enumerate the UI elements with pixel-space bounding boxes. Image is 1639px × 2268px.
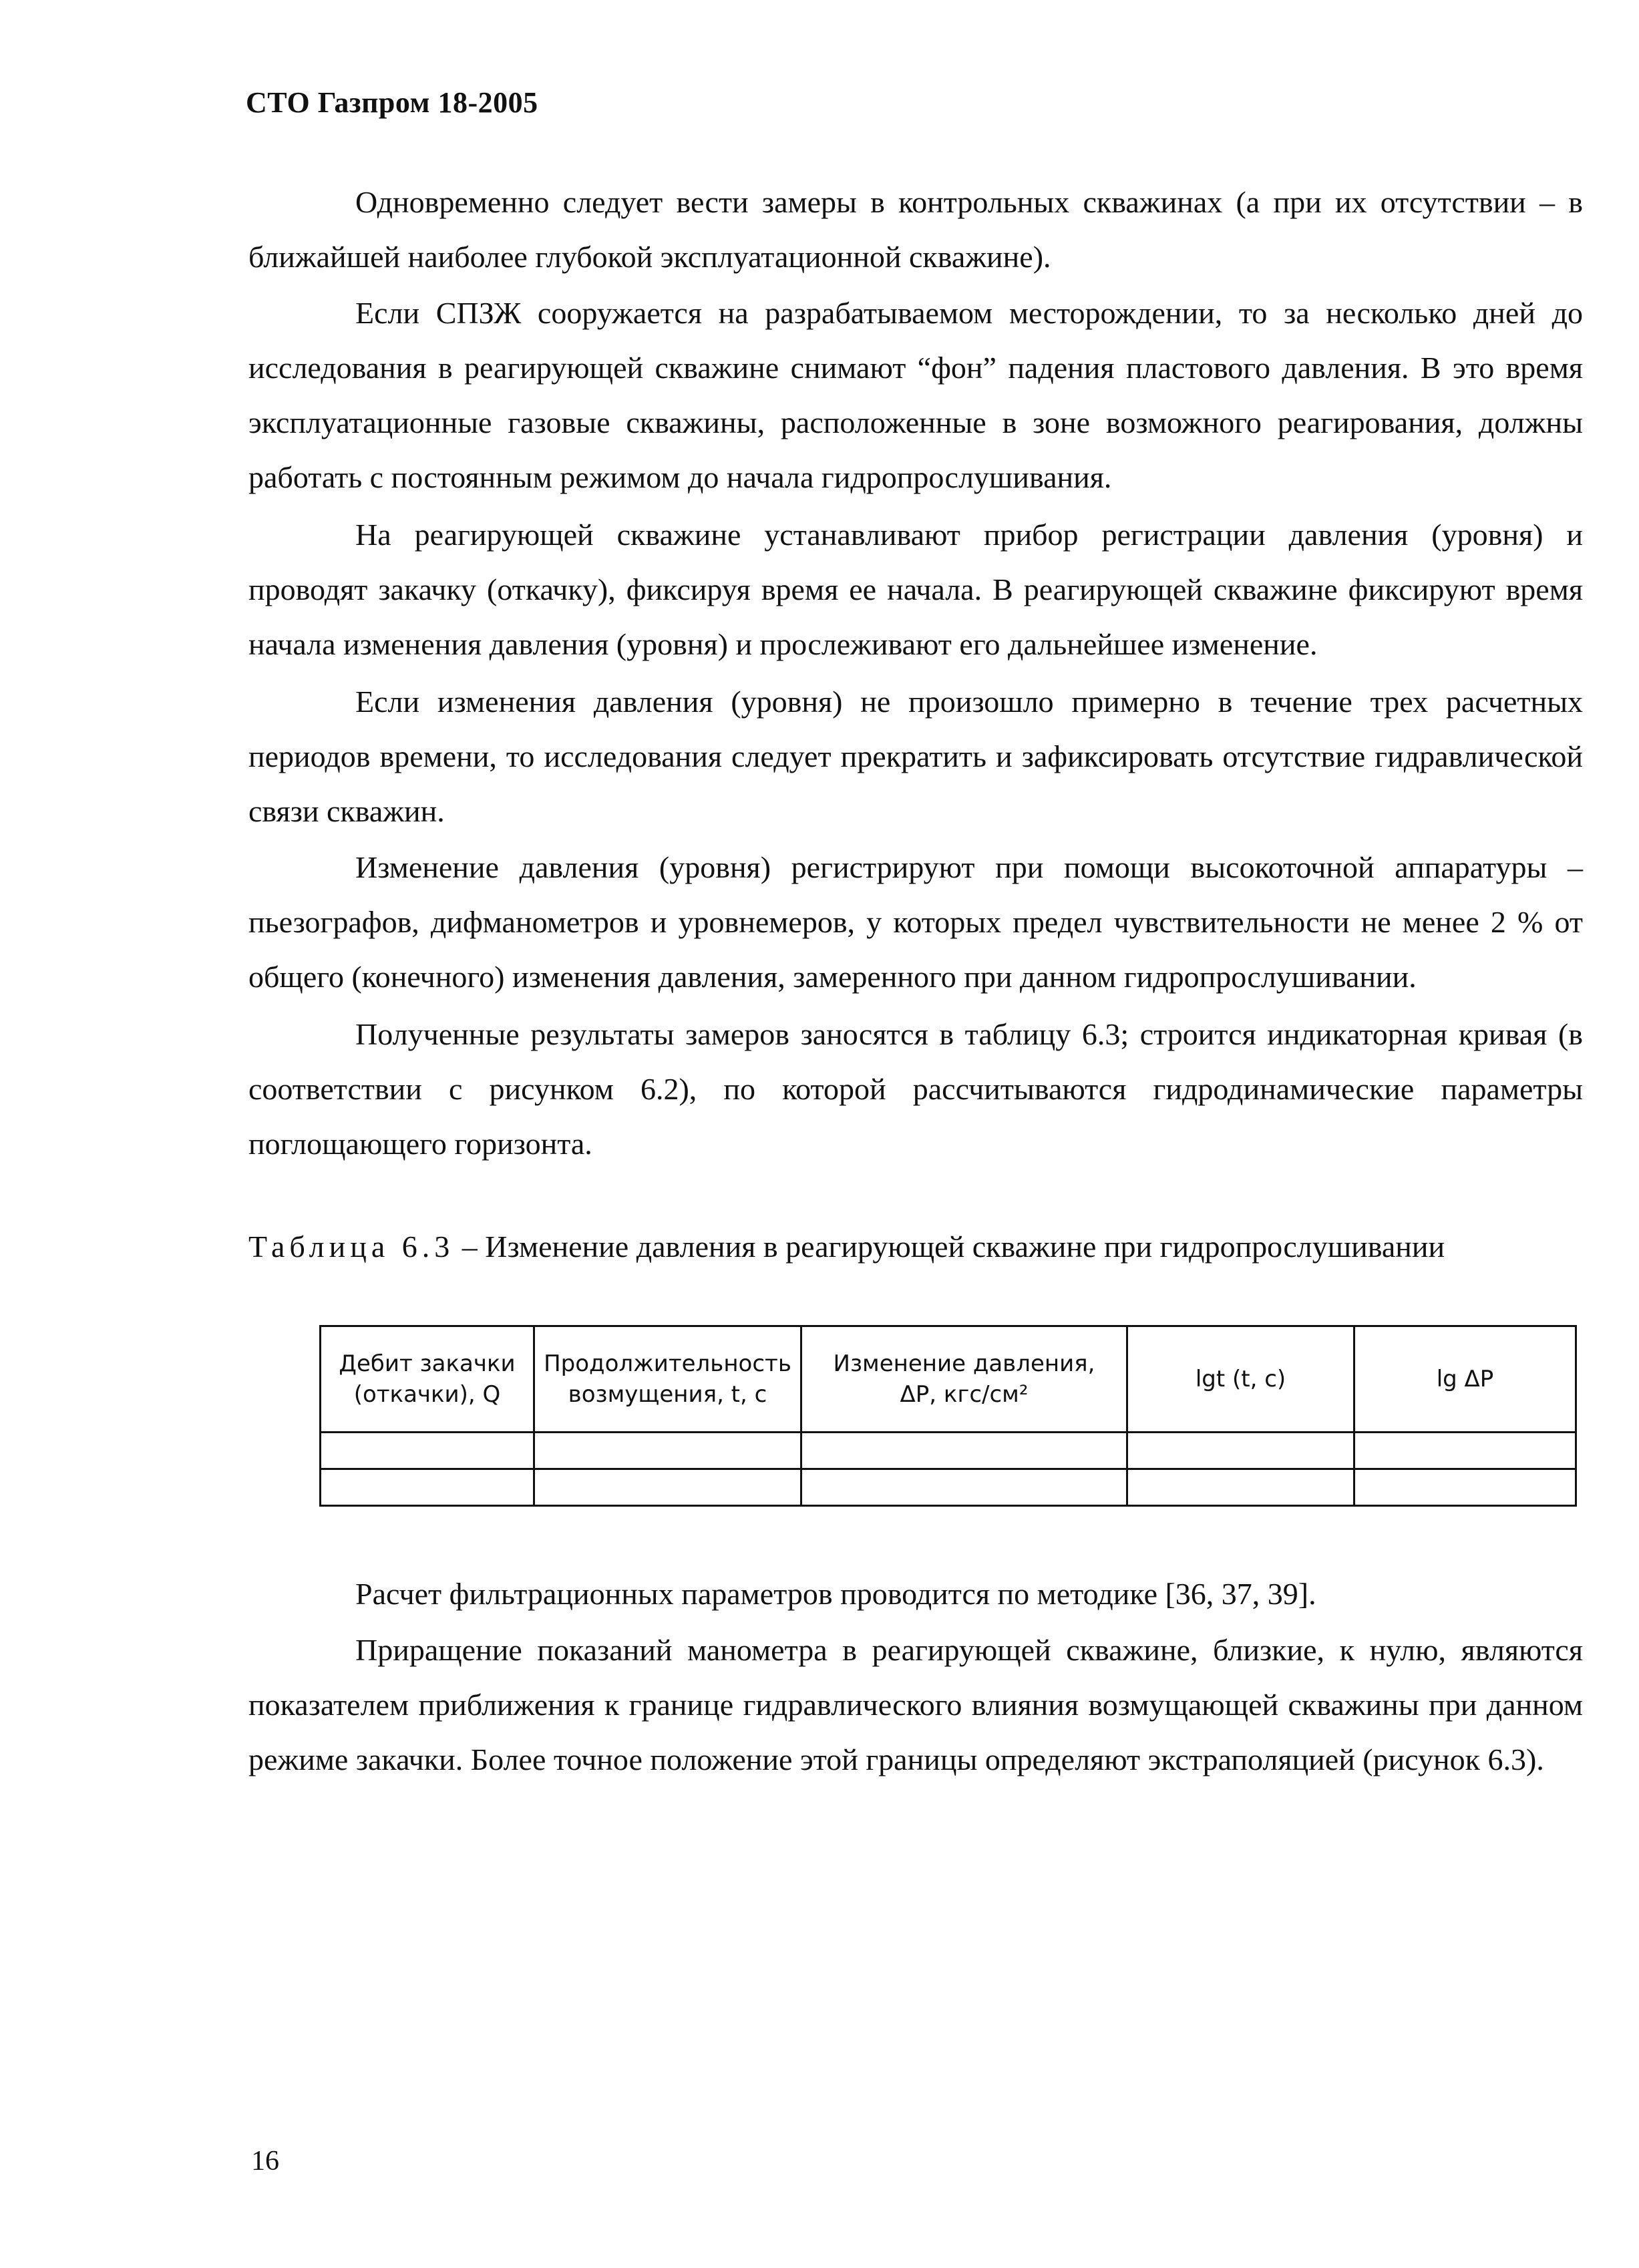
table-cell <box>1127 1469 1354 1506</box>
pressure-change-table <box>319 1325 1577 1507</box>
table-caption-label: Таблица 6.3 <box>248 1230 455 1264</box>
table-header-row <box>321 1326 1576 1433</box>
paragraph-2: Если СПЗЖ сооружается на разрабатываемом месторождении, то за несколько дней до исследования в реагирующей скважине снимают “фон” падения пластового давления. В это время эксплуатационные газовые скважины, расположенные в зоне возможного реагирования, должны работать с постоянным режимом до начала гидропрослушивания. <box>248 296 1583 494</box>
table-cell <box>534 1469 801 1506</box>
paragraph-8: Приращение показаний манометра в реагирующей скважине, близкие, к нулю, являются показателем приближения к границе гидравлического влияния возмущающей скважины при данном режиме закачки. Более точное положение этой границы определяют экстраполяцией (рисунок 6.3). <box>248 1633 1583 1776</box>
page-number: 16 <box>251 2146 279 2177</box>
table-cell <box>1127 1433 1354 1469</box>
table-header-cell: Дебит закачки (откачки), Q <box>321 1326 534 1433</box>
paragraph-3: На реагирующей скважине устанавливают прибор регистрации давления (уровня) и проводят закачку (откачку), фиксируя время ее начала. В реагирующей скважине фиксируют время начала изменения давления (уровня) и прослеживают его дальнейшее изменение. <box>248 518 1583 661</box>
table-cell <box>1354 1433 1576 1469</box>
table-header-cell: Изменение давления, ΔР, кгс/см² <box>801 1326 1127 1433</box>
paragraph-5: Изменение давления (уровня) регистрируют при помощи высокоточной аппаратуры – пьезографов, дифманометров и уровнемеров, у которых предел чувствительности не менее 2 % от общего (конечного) изменения давления, замеренного при данном гидропрослушивании. <box>248 850 1583 994</box>
paragraph-1: Одновременно следует вести замеры в контрольных скважинах (а при их отсутствии – в ближайшей наиболее глубокой эксплуатационной скважине). <box>248 185 1583 274</box>
table-caption <box>248 1219 1583 1274</box>
paragraph-4: Если изменения давления (уровня) не произошло примерно в течение трех расчетных периодов времени, то исследования следует прекратить и зафиксировать отсутствие гидравлической связи скважин. <box>248 685 1583 828</box>
table-cell <box>321 1433 534 1469</box>
table-header-cell: lg ΔР <box>1354 1326 1576 1433</box>
table-cell <box>1354 1469 1576 1506</box>
table-cell <box>534 1433 801 1469</box>
table-cell <box>801 1433 1127 1469</box>
paragraph-6: Полученные результаты замеров заносятся в таблицу 6.3; строится индикаторная кривая (в соответствии с рисунком 6.2), по которой рассчитываются гидродинамические параметры поглощающего горизонта. <box>248 1017 1583 1161</box>
table-header-cell: lgt (t, c) <box>1127 1326 1354 1433</box>
table-row <box>321 1469 1576 1506</box>
table-caption-text: – Изменение давления в реагирующей скважине при гидропрослушивании <box>454 1230 1445 1264</box>
paragraph-7: Расчет фильтрационных параметров проводится по методике [36, 37, 39]. <box>355 1577 1316 1611</box>
table-cell <box>321 1469 534 1506</box>
document-header: СТО Газпром 18-2005 <box>246 86 538 119</box>
table-header-cell: Продолжительность возмущения, t, с <box>534 1326 801 1433</box>
table-row <box>321 1433 1576 1469</box>
table-cell <box>801 1469 1127 1506</box>
